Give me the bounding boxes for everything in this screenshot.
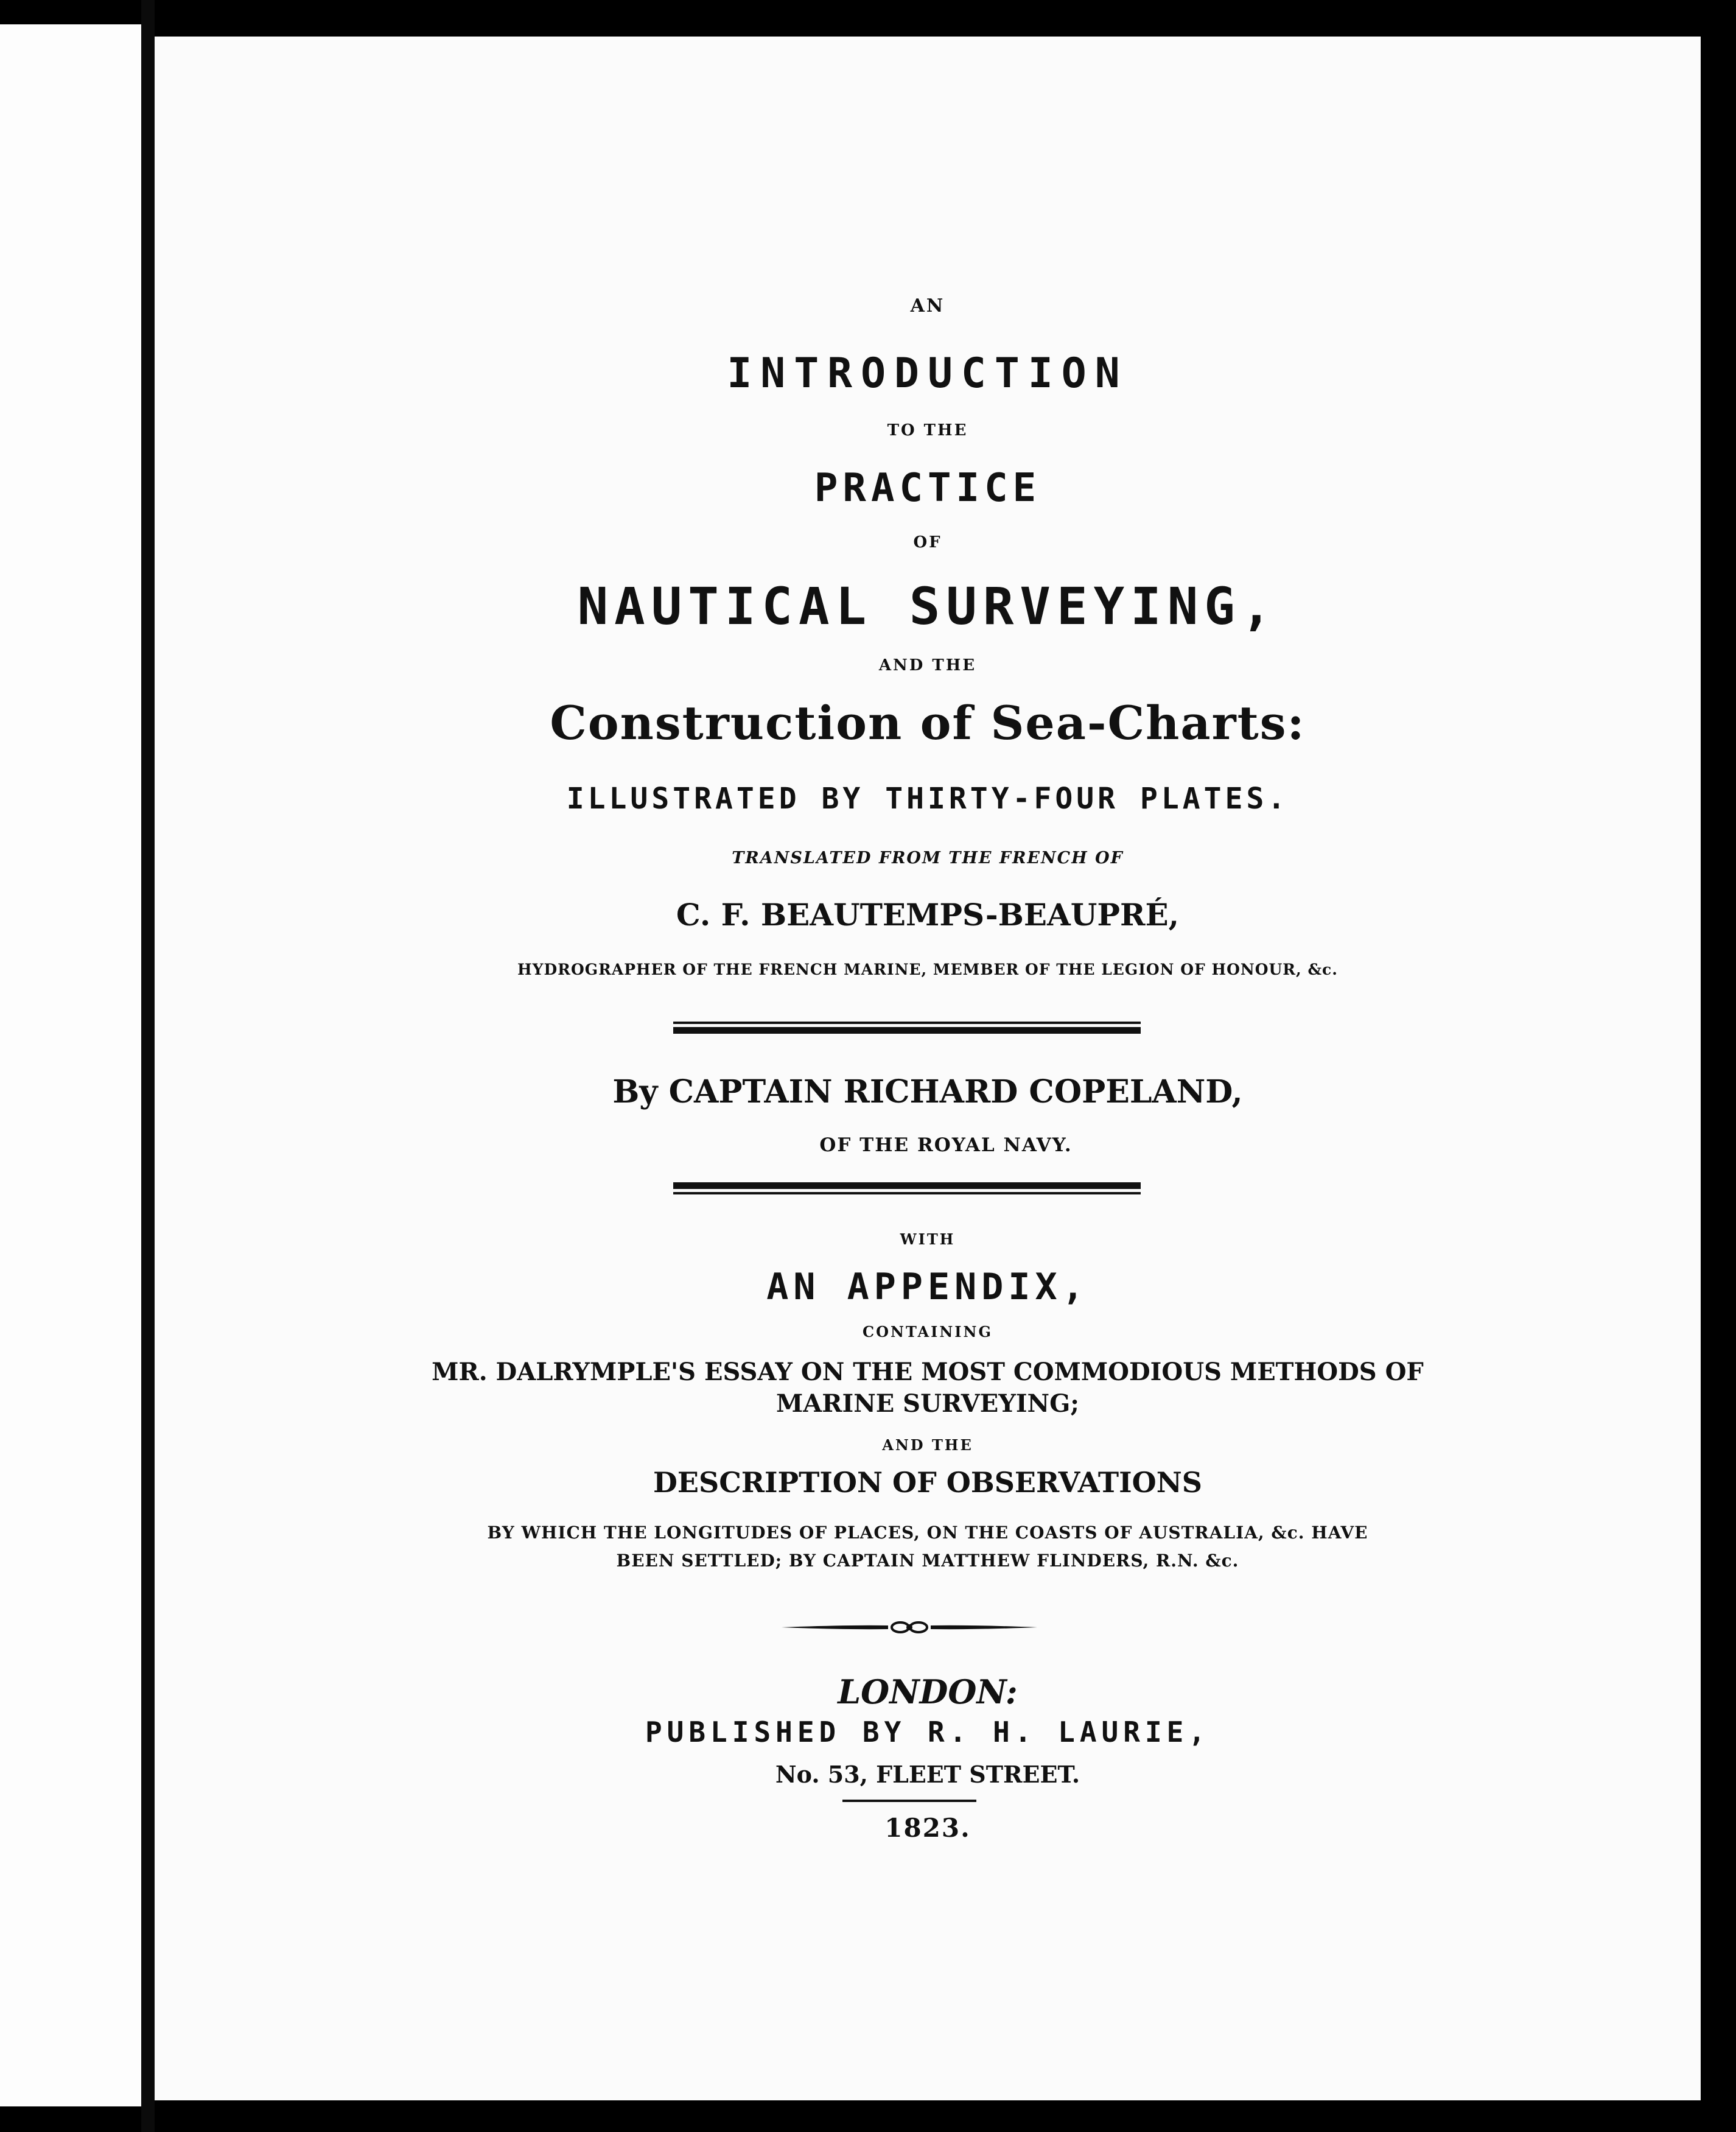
title-page xyxy=(155,37,1701,2100)
title-illustrated: ILLUSTRATED BY THIRTY-FOUR PLATES. xyxy=(566,782,1289,816)
rule-thin-top xyxy=(673,1022,1141,1024)
longitudes-line-1: BY WHICH THE LONGITUDES OF PLACES, ON THE COASTS OF AUSTRALIA, &c. HAVE xyxy=(487,1523,1368,1543)
lower-double-rule xyxy=(673,1182,1141,1194)
title-and-the: AND THE xyxy=(878,656,977,675)
translator-name: By CAPTAIN RICHARD COPELAND, xyxy=(612,1073,1243,1110)
title-block xyxy=(155,37,1701,2100)
appendix-title: AN APPENDIX, xyxy=(766,1266,1089,1308)
description-of-observations: DESCRIPTION OF OBSERVATIONS xyxy=(653,1466,1202,1499)
imprint-year: 1823. xyxy=(884,1813,971,1843)
essay-line-2: MARINE SURVEYING; xyxy=(775,1389,1080,1418)
translator-service: OF THE ROYAL NAVY. xyxy=(819,1134,1073,1156)
upper-double-rule xyxy=(673,1022,1141,1034)
decorative-ornament-icon xyxy=(782,1618,1037,1636)
title-an: AN xyxy=(910,295,945,317)
appendix-and-the: AND THE xyxy=(882,1436,973,1454)
appendix-with: WITH xyxy=(900,1230,956,1248)
rule-thin-bottom xyxy=(673,1192,1141,1194)
imprint-address: No. 53, FLEET STREET. xyxy=(775,1761,1080,1788)
appendix-containing: CONTAINING xyxy=(863,1323,993,1341)
title-nautical-surveying: NAUTICAL SURVEYING, xyxy=(577,577,1278,636)
author-original: C. F. BEAUTEMPS-BEAUPRÉ, xyxy=(676,897,1180,933)
title-construction-of-sea-charts: Construction of Sea-Charts: xyxy=(550,696,1306,750)
author-titles: HYDROGRAPHER OF THE FRENCH MARINE, MEMBER OF THE LEGION OF HONOUR, &c. xyxy=(517,961,1338,978)
title-to-the: TO THE xyxy=(887,421,968,440)
longitudes-line-2: BEEN SETTLED; BY CAPTAIN MATTHEW FLINDERS, R.N. &c. xyxy=(616,1551,1239,1571)
left-facing-page xyxy=(0,24,141,2106)
imprint-publisher: PUBLISHED BY R. H. LAURIE, xyxy=(645,1716,1211,1748)
title-practice: PRACTICE xyxy=(814,466,1041,511)
title-introduction: INTRODUCTION xyxy=(727,349,1129,398)
year-rule xyxy=(842,1800,976,1802)
essay-line-1: MR. DALRYMPLE'S ESSAY ON THE MOST COMMODIOUS METHODS OF xyxy=(432,1358,1424,1386)
imprint-city: LONDON: xyxy=(838,1672,1018,1711)
title-of: OF xyxy=(913,533,942,552)
title-translated-from: TRANSLATED FROM THE FRENCH OF xyxy=(732,849,1124,868)
rule-thick-bottom xyxy=(673,1027,1141,1034)
rule-thick-top xyxy=(673,1182,1141,1189)
book-gutter xyxy=(141,0,155,2132)
